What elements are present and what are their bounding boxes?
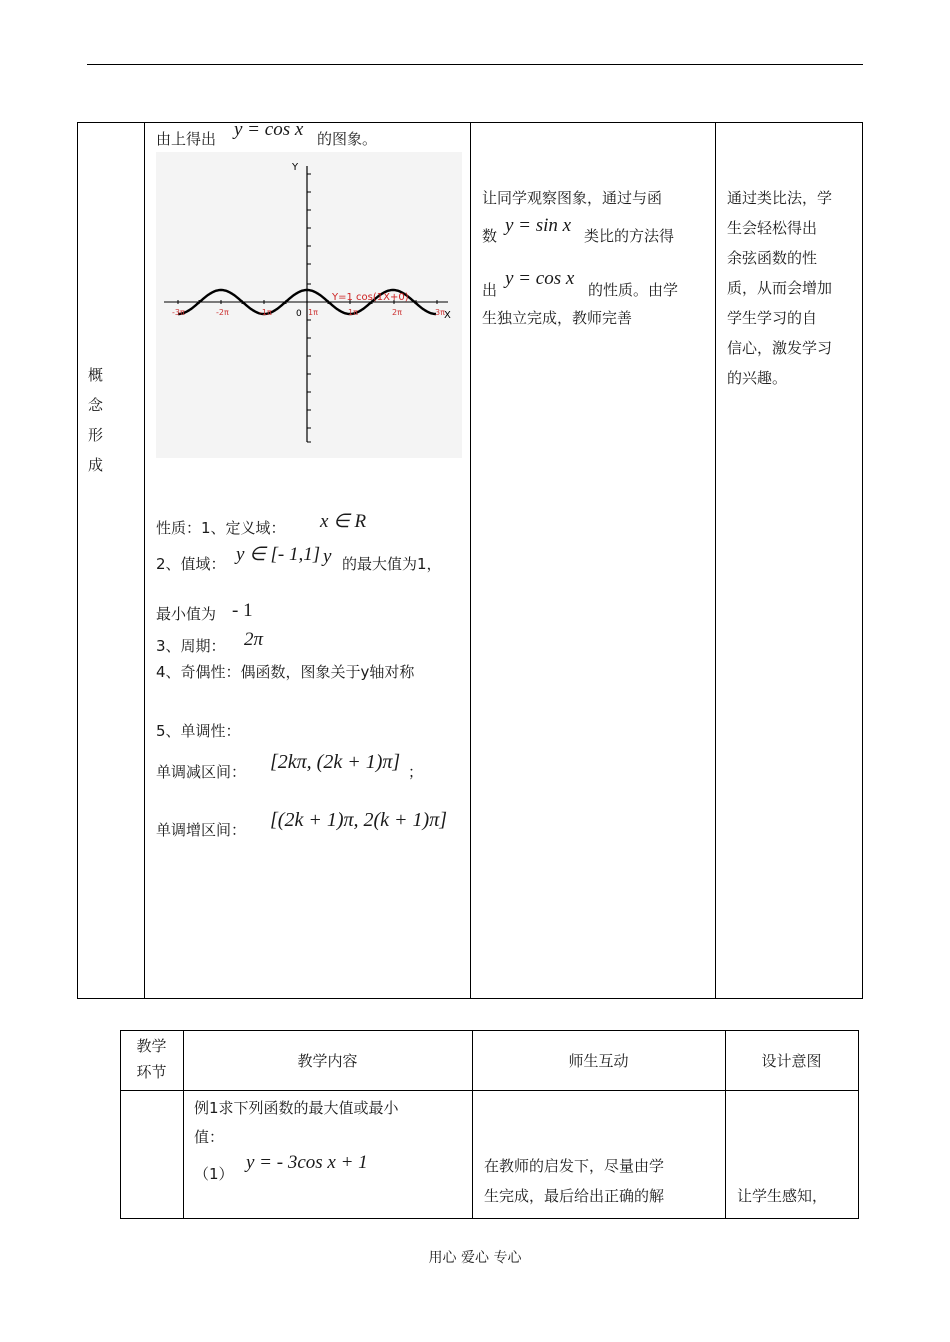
interaction-line: 出 (482, 281, 498, 299)
interaction-line: 在教师的启发下，尽量由学 (484, 1157, 665, 1175)
prop2b-value: - 1 (232, 600, 253, 621)
stage-char: 念 (88, 396, 104, 414)
decreasing-label: 单调减区间： (156, 763, 247, 781)
interaction-line: 类比的方法得 (584, 227, 675, 245)
cosine-graph (156, 152, 462, 458)
tick-label: 2π (392, 308, 402, 317)
tick-label: 3π (435, 308, 445, 317)
tick-label: 1π (308, 308, 318, 317)
increasing-label: 单调增区间： (156, 821, 247, 839)
intent-line: 信心，激发学习 (727, 339, 833, 357)
example-item-label: （1） (194, 1165, 234, 1183)
tick-label: -3π (172, 308, 185, 317)
example-line: 值： (194, 1128, 225, 1146)
prop2b-label: 最小值为 (156, 605, 217, 623)
origin-label: 0 (296, 309, 302, 319)
intent-line: 质，从而会增加 (727, 279, 833, 297)
prop2-text: 的最大值为1， (342, 555, 442, 573)
intent-line: 的兴趣。 (727, 369, 788, 387)
prop5: 5、单调性： (156, 722, 241, 740)
stage-char: 成 (88, 456, 104, 474)
interaction-line: 的性质。由学 (588, 281, 679, 299)
intent-line: 学生学习的自 (727, 309, 818, 327)
interaction-line: 生完成，最后给出正确的解 (484, 1187, 665, 1205)
interaction-line: 让同学观察图象，通过与函 (482, 189, 663, 207)
interaction-formula: y = sin x (505, 215, 572, 236)
prop3-label: 3、周期： (156, 637, 226, 655)
intent-line: 让学生感知， (737, 1187, 828, 1205)
intent-line: 余弦函数的性 (727, 249, 818, 267)
intro-formula: y = cos x (234, 119, 304, 140)
tick-label: 1π (348, 308, 358, 317)
tick-label: -1π (259, 308, 272, 317)
header-intent: 设计意图 (761, 1052, 822, 1070)
header-interaction: 师生互动 (568, 1052, 629, 1070)
intent-line: 生会轻松得出 (727, 219, 818, 237)
interaction-line: 数 (482, 227, 498, 245)
prop2-formula: y ∈ [- 1,1] (236, 544, 321, 565)
y-axis-label: Y (292, 162, 299, 173)
x-axis-label: X (444, 310, 451, 321)
prop3-value: 2π (244, 629, 264, 650)
prop2-label: 2、值域： (156, 555, 226, 573)
stage-char: 形 (88, 426, 104, 444)
prop1-label: 性质：1、定义域： (156, 519, 286, 537)
interaction-formula: y = cos x (505, 268, 575, 289)
prop2-y: y (323, 546, 332, 567)
prop4: 4、奇偶性：偶函数，图象关于y轴对称 (156, 663, 415, 681)
increasing-formula: [(2k + 1)π, 2(k + 1)π] (270, 809, 447, 831)
prop1-formula: x ∈ R (320, 511, 367, 532)
intent-cell (727, 183, 855, 393)
intro-text: 由上得出 (156, 130, 217, 148)
stage-char: 概 (88, 366, 104, 384)
decreasing-tail: ； (408, 763, 424, 781)
tick-label: -2π (216, 308, 229, 317)
intent-line: 通过类比法，学 (727, 189, 833, 207)
intro-tail: 的图象。 (317, 130, 378, 148)
header-content: 教学内容 (297, 1052, 358, 1070)
footer-slogan: 用心 爱心 专心 (428, 1250, 522, 1266)
curve-label: Y=1 cos(1X+0) (332, 292, 409, 303)
example-line: 例1求下列函数的最大值或最小 (194, 1099, 399, 1117)
header-rule (87, 64, 863, 65)
interaction-line: 生独立完成，教师完善 (482, 309, 633, 327)
header-stage: 教学 环节 (136, 1037, 167, 1081)
decreasing-formula: [2kπ, (2k + 1)π] (270, 751, 401, 773)
example-formula: y = - 3cos x + 1 (246, 1152, 368, 1173)
